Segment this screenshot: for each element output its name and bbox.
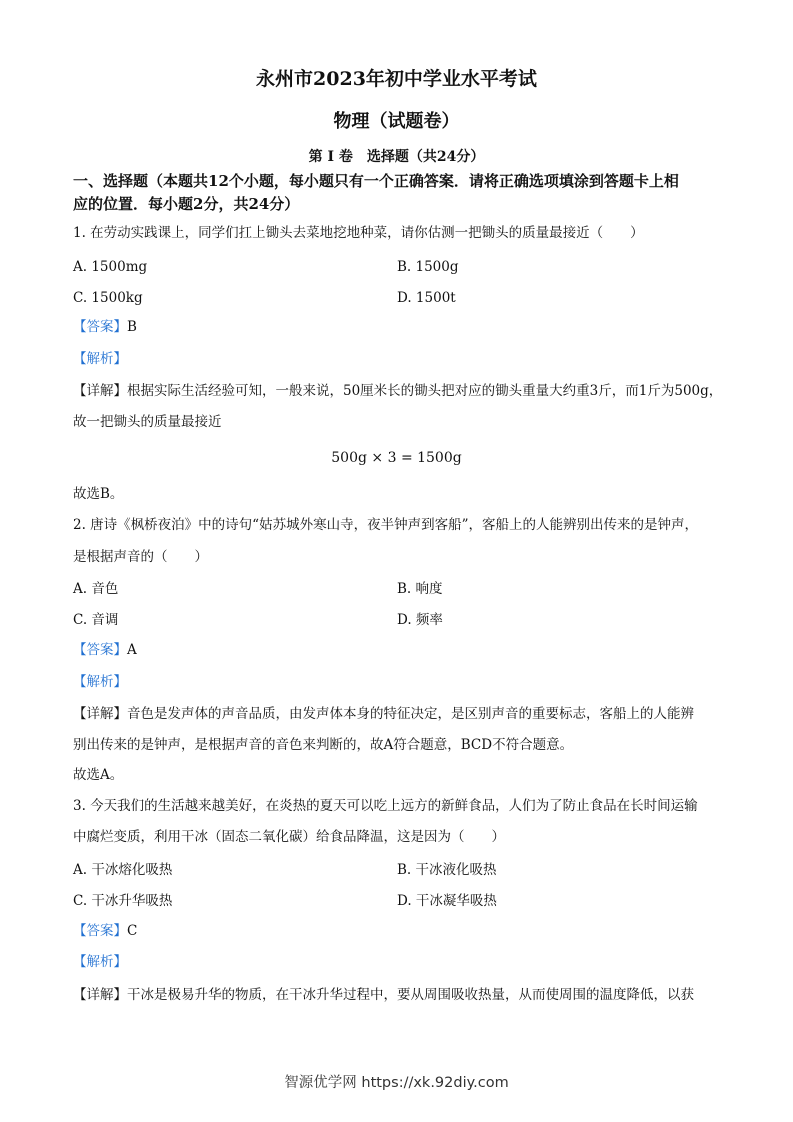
q1-option-b: B. 1500g	[397, 259, 459, 275]
q2-detail-line1: 【详解】音色是发声体的声音品质，由发声体本身的特征决定，是区别声音的重要标志，客船上的人能辨	[73, 706, 694, 722]
q2-answer: 【答案】A	[73, 642, 137, 658]
q2-option-b: B. 响度	[397, 581, 443, 597]
part-heading: 第 I 卷 选择题（共24分）	[308, 149, 485, 165]
q1-detail-line1: 【详解】根据实际生活经验可知，一般来说，50厘米长的锄头把对应的锄头重量大约重3斤，而1斤为500g，	[73, 383, 723, 399]
q1-detail-line2: 故一把锄头的质量最接近	[73, 414, 222, 430]
q3-stem-line2: 中腐烂变质，利用干冰（固态二氧化碳）给食品降温，这是因为（ ）	[73, 829, 505, 845]
q2-stem-line2: 是根据声音的（ ）	[73, 549, 208, 565]
q3-option-b: B. 干冰液化吸热	[397, 862, 497, 878]
q2-conclusion: 故选A。	[73, 767, 124, 783]
q1-analysis-label: 【解析】	[73, 351, 127, 367]
q1-stem: 1. 在劳动实践课上，同学们扛上锄头去菜地挖地种菜，请你估测一把锄头的质量最接近（ ）	[73, 225, 644, 241]
q2-answer-value: A	[127, 642, 137, 658]
q3-answer: 【答案】C	[73, 923, 138, 939]
detail-label: 【详解】	[73, 383, 127, 399]
q2-option-d: D. 频率	[397, 612, 443, 628]
exam-title: 永州市2023年初中学业水平考试	[256, 68, 537, 90]
footer-watermark: 智源优学网 https://xk.92diy.com	[284, 1075, 509, 1091]
q3-answer-value: C	[127, 923, 138, 939]
q3-analysis-label: 【解析】	[73, 954, 127, 970]
q2-detail-line2: 别出传来的是钟声，是根据声音的音色来判断的，故A符合题意，BCD不符合题意。	[73, 737, 574, 753]
q2-option-a: A. 音色	[73, 581, 119, 597]
q1-answer	[73, 318, 137, 336]
q3-detail-line1: 【详解】干冰是极易升华的物质，在干冰升华过程中，要从周围吸收热量，从而使周围的温度降低，以获	[73, 987, 694, 1003]
q3-option-d: D. 干冰凝华吸热	[397, 893, 497, 909]
answer-label: 【答案】	[73, 319, 127, 335]
q1-conclusion: 故选B。	[73, 486, 124, 502]
q1-formula: 500g × 3 = 1500g	[331, 450, 462, 466]
q2-analysis-label: 【解析】	[73, 674, 127, 690]
q1-option-c: C. 1500kg	[73, 290, 143, 306]
section-heading-line2: 应的位置．每小题2分，共24分）	[73, 195, 300, 213]
exam-subtitle: 物理（试题卷）	[333, 111, 460, 132]
q2-option-c: C. 音调	[73, 612, 119, 628]
q1-option-d: D. 1500t	[397, 290, 456, 306]
q2-stem-line1: 2. 唐诗《枫桥夜泊》中的诗句“姑苏城外寒山寺，夜半钟声到客船”，客船上的人能辨别出传来的是钟声，	[73, 517, 698, 533]
q1-answer-value: B	[127, 319, 137, 335]
q1-option-a: A. 1500mg	[73, 259, 148, 275]
q3-option-c: C. 干冰升华吸热	[73, 893, 173, 909]
q3-option-a: A. 干冰熔化吸热	[73, 862, 173, 878]
q3-stem-line1: 3. 今天我们的生活越来越美好，在炎热的夏天可以吃上远方的新鲜食品，人们为了防止食品在长时间运输	[73, 798, 698, 814]
section-heading-line1: 一、选择题（本题共12个小题，每小题只有一个正确答案．请将正确选项填涂到答题卡上相	[73, 172, 679, 190]
